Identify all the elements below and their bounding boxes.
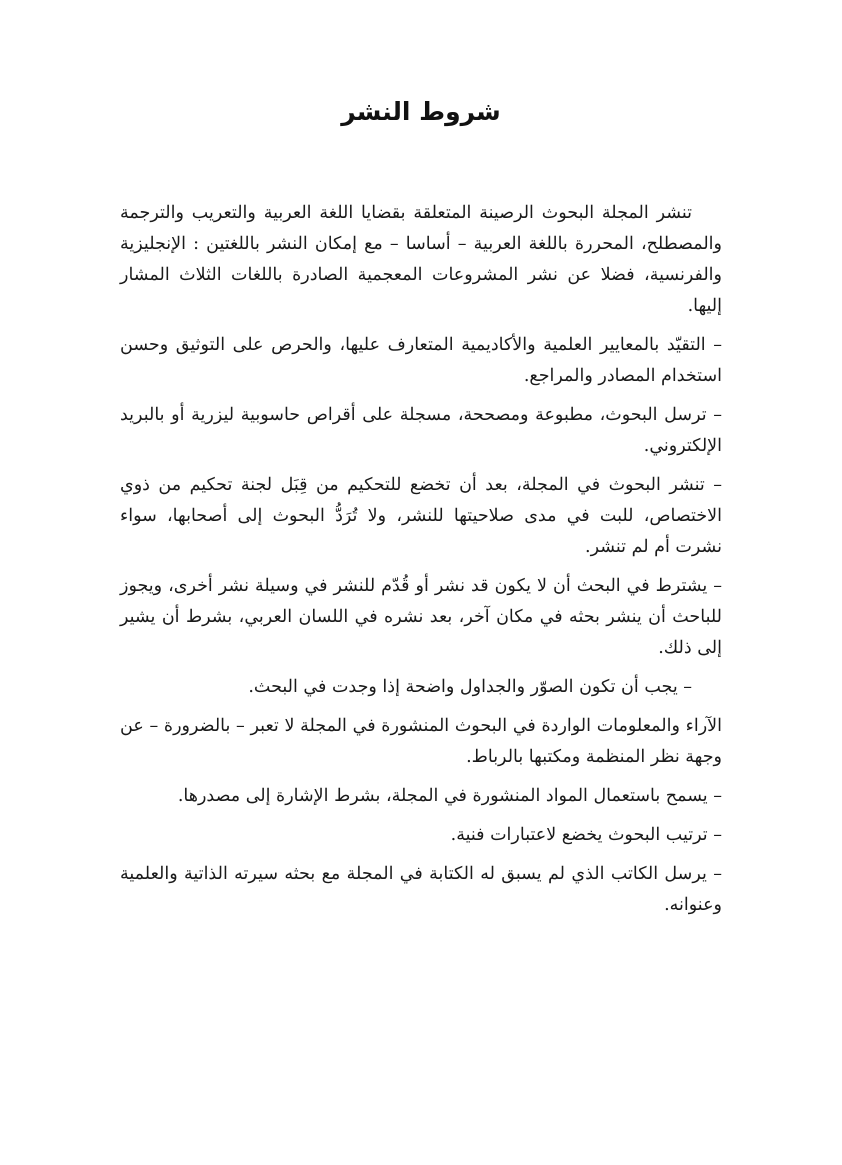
publication-terms	[120, 198, 722, 929]
term-originality: – يشترط في البحث أن لا يكون قد نشر أو قُدّم للنشر في وسيلة نشر أخرى، ويجوز للباحث أن ينشر بحثه في مكان آخر، بعد نشره في اللسان العربي، بشرط أن يشير إلى ذلك.	[120, 576, 722, 658]
term-images-tables: – يجب أن تكون الصوّر والجداول واضحة إذا وجدت في البحث.	[248, 677, 692, 697]
term-submission-format: – ترسل البحوث، مطبوعة ومصححة، مسجلة على أقراص حاسوبية ليزرية أو بالبريد الإلكتروني.	[120, 405, 722, 456]
term-academic-standards: – التقيّد بالمعايير العلمية والأكاديمية المتعارف عليها، والحرص على التوثيق وحسن استخدام المصادر والمراجع.	[120, 335, 722, 386]
document-page	[120, 0, 722, 1165]
term-disclaimer: الآراء والمعلومات الواردة في البحوث المنشورة في المجلة لا تعبر – بالضرورة – عن وجهة نظر المنظمة ومكتبها بالرباط.	[120, 716, 722, 767]
term-author-cv: – يرسل الكاتب الذي لم يسبق له الكتابة في المجلة مع بحثه سيرته الذاتية والعلمية وعنوانه.	[120, 864, 722, 915]
page-title: شروط النشر	[341, 97, 501, 126]
term-reuse-permission: – يسمح باستعمال المواد المنشورة في المجلة، بشرط الإشارة إلى مصدرها.	[177, 786, 722, 806]
term-peer-review: – تنشر البحوث في المجلة، بعد أن تخضع للتحكيم من قِبَل لجنة تحكيم من ذوي الاختصاص، للبت في مدى صلاحيتها للنشر، ولا تُرَدُّ البحوث إلى أصحابها، سواء نشرت أم لم تنشر.	[120, 475, 722, 557]
intro-paragraph: تنشر المجلة البحوث الرصينة المتعلقة بقضايا اللغة العربية والتعريب والترجمة والمصطلح، المحررة باللغة العربية – أساسا – مع إمكان النشر باللغتين : الإنجليزية والفرنسية، فضلا عن نشر المشروعات المعجمية الصادرة باللغات الثلاث المشار إليها.	[120, 203, 722, 316]
term-ordering: – ترتيب البحوث يخضع لاعتبارات فنية.	[450, 825, 722, 845]
